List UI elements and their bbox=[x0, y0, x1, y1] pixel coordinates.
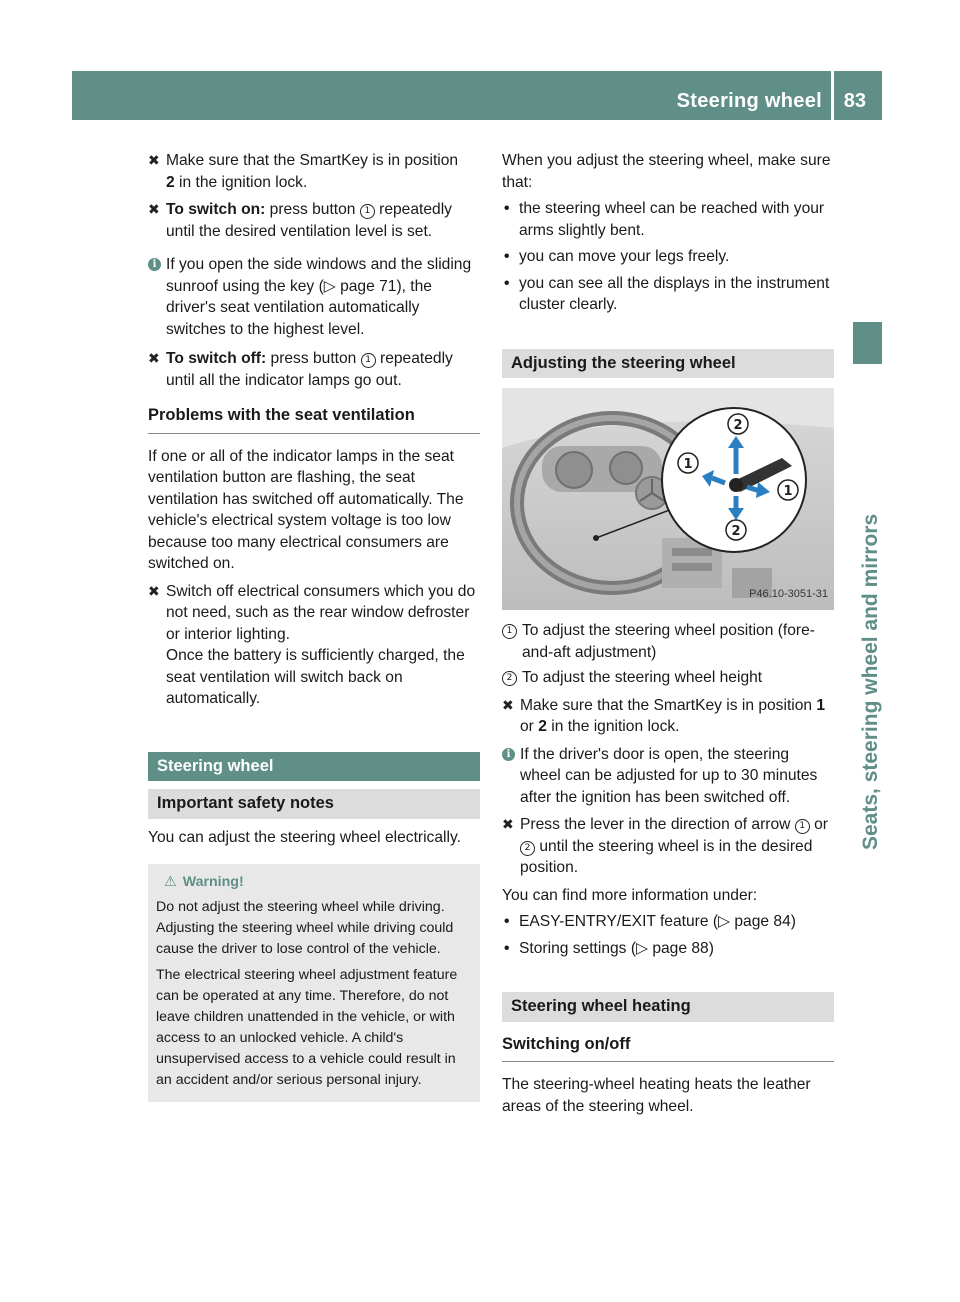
figure-legend-item: 2 To adjust the steering wheel height bbox=[502, 667, 834, 689]
list-item: • you can move your legs freely. bbox=[504, 248, 730, 265]
warning-paragraph: The electrical steering wheel adjustment feature can be operated at any time. Therefore, do not leave children unattended in the vehicle, or with access to an unlocked vehicle. A child's unsupervised access to a vehicle could result in an accident and/or serious personal injury. bbox=[156, 967, 458, 1088]
figure-label-1-left bbox=[678, 453, 698, 473]
header-title: Steering wheel bbox=[676, 90, 822, 112]
instruction-step: ✖ Press the lever in the direction of arrow 1 or 2 until the steering wheel is in the desired position. bbox=[502, 816, 828, 876]
instruction-step: ✖ Make sure that the SmartKey is in position 2 in the ignition lock. bbox=[148, 152, 459, 191]
list-item: • you can see all the displays in the instrument cluster clearly. bbox=[504, 274, 830, 313]
step-marker-icon: ✖ bbox=[502, 696, 514, 713]
subsection-heading: Adjusting the steering wheel bbox=[502, 349, 834, 379]
header-divider bbox=[831, 71, 834, 120]
section-heading-steering-wheel: Steering wheel bbox=[148, 752, 480, 782]
callout-number-icon: 1 bbox=[502, 624, 517, 639]
figure-code: P46.10-3051-31 bbox=[749, 587, 828, 600]
chapter-title: Seats, steering wheel and mirrors bbox=[859, 513, 882, 850]
subsection-heading: Important safety notes bbox=[148, 789, 480, 819]
svg-text:2: 2 bbox=[733, 418, 743, 433]
callout-number-icon: 1 bbox=[795, 819, 810, 834]
step-marker-icon: ✖ bbox=[148, 582, 160, 599]
right-column bbox=[502, 150, 834, 1117]
cross-reference[interactable]: • EASY-ENTRY/EXIT feature (▷ page 84) bbox=[504, 913, 796, 930]
figure-label-1-right bbox=[778, 480, 798, 500]
figure-label-2-bottom bbox=[726, 520, 746, 540]
left-column bbox=[148, 150, 480, 1102]
paragraph: The steering-wheel heating heats the leather areas of the steering wheel. bbox=[502, 1076, 811, 1115]
instruction-step: ✖ Switch off electrical consumers which you do not need, such as the rear window defroster or interior lighting. Once the battery is sufficiently charged, the seat ventilation will switch back on automatically. bbox=[148, 582, 476, 707]
svg-text:1: 1 bbox=[783, 484, 793, 499]
figure-legend-item: 1 To adjust the steering wheel position (fore-and-aft adjustment) bbox=[502, 620, 834, 663]
step-marker-icon: ✖ bbox=[148, 152, 160, 168]
cross-reference[interactable]: • Storing settings (▷ page 88) bbox=[504, 939, 714, 957]
svg-text:2: 2 bbox=[731, 524, 741, 539]
info-note: i If the driver's door is open, the steering wheel can be adjusted for up to 30 minutes after the ignition has been switched off. bbox=[502, 744, 834, 809]
list-item: • the steering wheel can be reached with your arms slightly bent. bbox=[504, 200, 825, 239]
paragraph: You can find more information under: bbox=[502, 886, 758, 904]
info-icon: i bbox=[502, 748, 515, 761]
callout-number-icon: 2 bbox=[520, 841, 535, 856]
callout-number-icon: 1 bbox=[360, 204, 375, 219]
paragraph: You can adjust the steering wheel electrically. bbox=[148, 828, 461, 846]
section-heading: Problems with the seat ventilation bbox=[148, 405, 480, 434]
warning-triangle-icon: ⚠ bbox=[164, 874, 177, 890]
section-heading: Switching on/off bbox=[502, 1034, 834, 1063]
warning-paragraph: Do not adjust the steering wheel while driving. Adjusting the steering wheel while driving could cause the driver to lose control of the vehicle. bbox=[156, 899, 454, 957]
figure-label-2-top bbox=[728, 414, 748, 434]
page-header bbox=[72, 71, 882, 120]
cockpit-illustration bbox=[502, 388, 834, 610]
subsection-heading: Steering wheel heating bbox=[502, 992, 834, 1022]
callout-number-icon: 1 bbox=[361, 353, 376, 368]
paragraph: When you adjust the steering wheel, make sure that: bbox=[502, 152, 831, 191]
step-marker-icon: ✖ bbox=[148, 201, 160, 217]
chapter-side-label bbox=[850, 370, 890, 870]
callout-number-icon: 2 bbox=[502, 671, 517, 686]
svg-text:1: 1 bbox=[683, 457, 693, 472]
warning-title: ⚠ Warning! bbox=[164, 874, 244, 890]
info-icon: i bbox=[148, 258, 161, 271]
steering-wheel-figure bbox=[502, 388, 834, 610]
instruction-step: ✖ Make sure that the SmartKey is in position 1 or 2 in the ignition lock. bbox=[502, 696, 826, 735]
instruction-step: ✖ To switch on: press button 1 repeatedly until the desired ventilation level is set. bbox=[148, 201, 452, 240]
step-marker-icon: ✖ bbox=[148, 350, 160, 366]
warning-box bbox=[148, 864, 480, 1102]
chapter-tab-marker bbox=[853, 322, 882, 364]
info-note: i If you open the side windows and the sliding sunroof using the key (▷ page 71), the driver's seat ventilation automatically switches to the highest level. bbox=[148, 254, 480, 340]
paragraph: If one or all of the indicator lamps in the seat ventilation button are flashing, the seat ventilation has switched off automatically. The vehicle's electrical system voltage is too low because too many electrical consumers are switched on. bbox=[148, 447, 464, 572]
page-number: 83 bbox=[843, 90, 866, 112]
instruction-step: ✖ To switch off: press button 1 repeatedly until all the indicator lamps go out. bbox=[148, 350, 453, 389]
step-marker-icon: ✖ bbox=[502, 816, 514, 832]
